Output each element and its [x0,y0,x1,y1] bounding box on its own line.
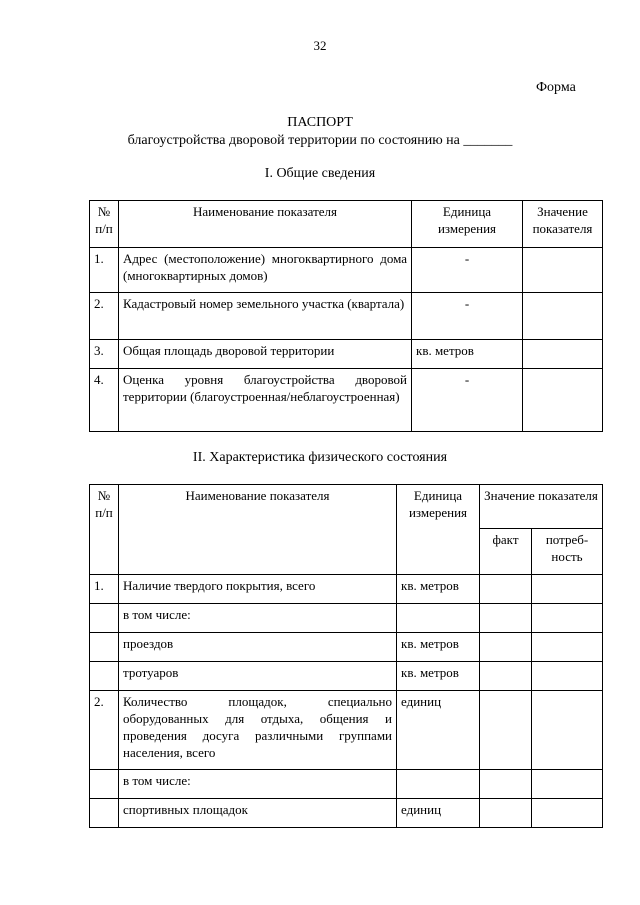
row-value [523,293,603,340]
table-row [90,575,603,604]
general-info-table [89,200,603,432]
col-header-value: Значение показателя [523,201,603,248]
section1-heading: I. Общие сведения [264,166,376,181]
row-need [532,662,603,691]
table-row [90,293,603,340]
row-name: Количество площадок, специально оборудованных для отдыха, общения и проведения досуга различными группами населения, всего [119,691,397,770]
row-num: 2. [90,691,119,770]
row-unit: - [412,248,523,293]
row-num [90,799,119,828]
row-fact [480,691,532,770]
col-header-unit: Единица измерения [397,485,480,575]
page-number: 32 [313,38,327,53]
row-unit: единиц [397,691,480,770]
row-unit: - [412,293,523,340]
row-name: Оценка уровня благоустройства дворовой территории (благоустроенная/неблагоустроенная) [119,369,412,432]
row-name: тротуаров [119,662,397,691]
document-title: ПАСПОРТ [287,115,353,130]
row-need [532,691,603,770]
table-row [90,770,603,799]
row-name: Адрес (местоположение) многоквартирного дома (многоквартирных домов) [119,248,412,293]
row-unit [397,770,480,799]
col-header-value: Значение показателя [480,485,603,529]
row-unit: кв. метров [412,340,523,369]
row-unit: кв. метров [397,633,480,662]
col-header-need: потреб-ность [532,529,603,575]
row-num [90,633,119,662]
row-num: 3. [90,340,119,369]
row-name: спортивных площадок [119,799,397,828]
physical-state-table [89,484,603,828]
row-fact [480,575,532,604]
row-fact [480,770,532,799]
table-row [90,662,603,691]
row-name: Кадастровый номер земельного участка (квартала) [119,293,412,340]
row-name: в том числе: [119,604,397,633]
row-fact [480,662,532,691]
row-num [90,662,119,691]
row-value [523,248,603,293]
row-unit: кв. метров [397,575,480,604]
row-num: 4. [90,369,119,432]
row-num: 1. [90,575,119,604]
row-num [90,604,119,633]
section2-heading: II. Характеристика физического состояния [192,450,448,465]
table-row [90,369,603,432]
table-row [90,340,603,369]
table-header-row [90,485,603,529]
table-row [90,691,603,770]
row-name: Общая площадь дворовой территории [119,340,412,369]
table-row [90,604,603,633]
row-need [532,633,603,662]
col-header-unit: Единица измерения [412,201,523,248]
col-header-num: № п/п [90,201,119,248]
row-need [532,604,603,633]
form-label: Форма [536,80,576,95]
row-num [90,770,119,799]
row-unit [397,604,480,633]
row-name: проездов [119,633,397,662]
row-name: Наличие твердого покрытия, всего [119,575,397,604]
table-header-row [90,201,603,248]
row-num: 2. [90,293,119,340]
col-header-fact: факт [480,529,532,575]
row-unit: единиц [397,799,480,828]
row-name: в том числе: [119,770,397,799]
row-need [532,770,603,799]
table-row [90,248,603,293]
row-need [532,799,603,828]
table-row [90,799,603,828]
row-need [532,575,603,604]
col-header-name: Наименование показателя [119,201,412,248]
col-header-num: № п/п [90,485,119,575]
col-header-name: Наименование показателя [119,485,397,575]
row-value [523,340,603,369]
row-unit: - [412,369,523,432]
row-fact [480,633,532,662]
row-fact [480,604,532,633]
row-value [523,369,603,432]
row-fact [480,799,532,828]
table-row [90,633,603,662]
row-num: 1. [90,248,119,293]
document-subtitle: благоустройства дворовой территории по состоянию на _______ [127,133,513,148]
row-unit: кв. метров [397,662,480,691]
